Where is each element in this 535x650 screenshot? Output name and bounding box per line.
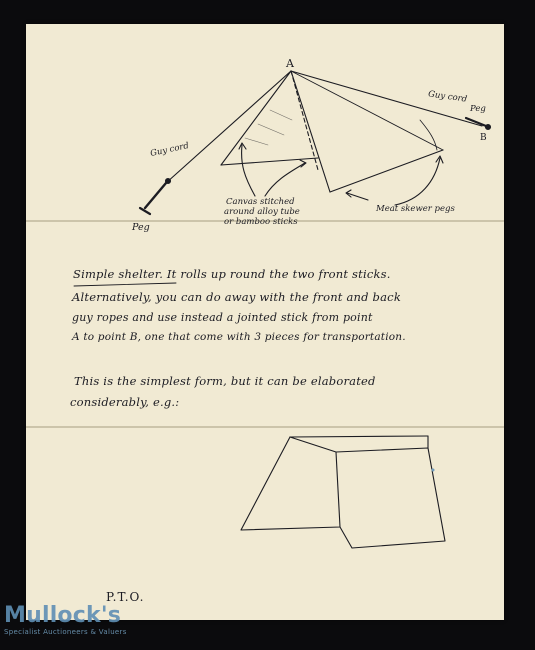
side-panel [241,437,340,530]
text-line-6: considerably, e.g.: [70,395,180,409]
label-peg-right: Peg [470,104,486,114]
label-canvas-line2: around alloy tube [224,207,300,217]
label-peg-left: Peg [132,222,150,233]
label-guy-cord-left: Guy cord [149,141,190,159]
guy-cord-left-line [166,71,291,183]
right-front-stick [291,71,330,192]
label-meat-pegs: Meat skewer pegs [376,204,455,214]
arrow-canvas-1-head [239,143,246,149]
text-line-1-rest: It rolls up round the two front sticks. [163,267,391,281]
watermark-title: Mullock's [4,603,122,628]
pto-note: P.T.O. [106,590,145,604]
text-line-2: Alternatively, you can do away with the front and back [72,290,401,304]
label-point-b: B [480,133,487,143]
canvas-hatching [245,110,292,145]
label-canvas-line3: or bamboo sticks [224,217,298,227]
title-underline [74,283,176,286]
left-front-stick [221,71,291,165]
text-title: Simple shelter. [73,267,164,281]
tent-diagram [74,71,491,286]
elaborated-tent-diagram [241,436,445,548]
arrow-canvas-2 [265,163,305,196]
back-edge [291,71,443,150]
label-guy-cord-right: Guy cord [427,89,468,105]
roof-top-edge [290,436,428,437]
text-line-3: guy ropes and use instead a jointed stick from point [72,311,373,324]
arrow-canvas-1 [242,145,255,196]
label-canvas-line1: Canvas stitched [226,197,295,207]
peg-left-shape [145,183,166,208]
ink-dot [432,469,435,472]
front-panel [336,448,445,548]
text-line-4: A to point B, one that come with 3 pieces for transportation. [72,331,406,343]
cord-knot-right [486,125,491,130]
watermark-subtitle: Specialist Auctioneers & Valuers [4,628,127,636]
ridge-dashed-line [291,71,318,170]
base-right [330,150,443,192]
text-line-5: This is the simplest form, but it can be elaborated [74,374,376,388]
label-point-a: A [286,57,294,70]
auction-watermark [4,605,127,636]
text-line-1 [73,267,391,281]
cord-knot-left [166,179,171,184]
